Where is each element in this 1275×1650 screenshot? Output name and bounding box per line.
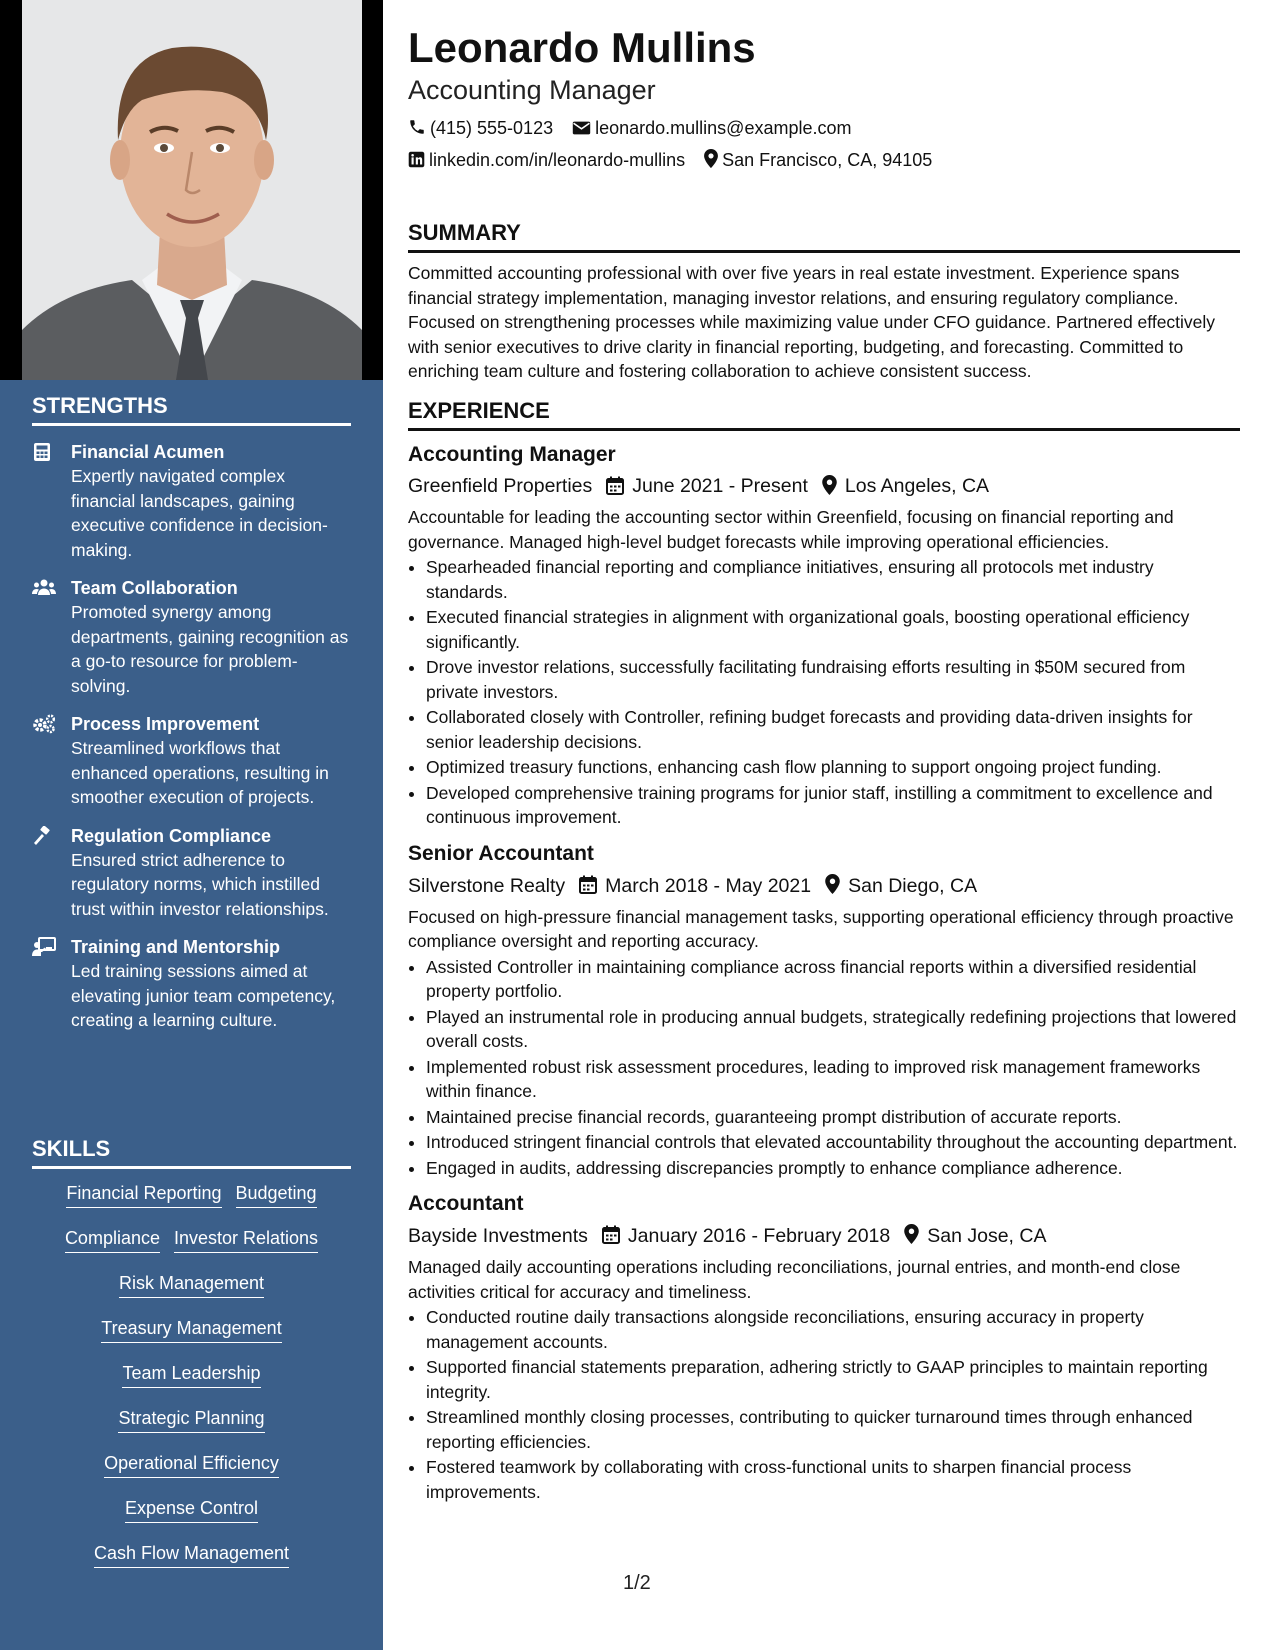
job-description: Accountable for leading the accounting sector within Greenfield, focusing on financial reporting and governance. Managed high-level budget forecasts while improving operational efficiencies. bbox=[408, 507, 1174, 552]
job-bullets bbox=[408, 1305, 1240, 1504]
skills-heading: SKILLS bbox=[32, 1136, 351, 1169]
location-text: San Francisco, CA, 94105 bbox=[722, 150, 933, 170]
job-location: San Jose, CA bbox=[927, 1225, 1047, 1248]
job-entry bbox=[408, 1190, 1240, 1504]
job-bullet: • Drove investor relations, successfully facilitating fundraising efforts resulting in $50M secured from private investors. bbox=[426, 655, 1240, 704]
skill-tag: Budgeting bbox=[236, 1181, 317, 1208]
job-bullet: • Executed financial strategies in alignment with organizational goals, boosting operational efficiency significantly. bbox=[426, 605, 1240, 654]
page-number: 1/2 bbox=[623, 1572, 651, 1594]
skills-row bbox=[32, 1181, 351, 1208]
phone-icon bbox=[408, 118, 426, 136]
job-company: Silverstone Realty bbox=[408, 874, 566, 897]
gears-icon bbox=[32, 714, 54, 734]
strength-item bbox=[32, 576, 351, 698]
map-pin-icon bbox=[904, 1224, 919, 1244]
job-bullet: • Collaborated closely with Controller, refining budget forecasts and providing data-driven insights for senior leadership decisions. bbox=[426, 705, 1240, 754]
experience-heading: EXPERIENCE bbox=[408, 398, 1240, 431]
skill-tag: Cash Flow Management bbox=[94, 1541, 289, 1568]
job-entry bbox=[408, 840, 1240, 1180]
skills-row bbox=[32, 1361, 351, 1388]
job-dates: March 2018 - May 2021 bbox=[605, 874, 812, 897]
photo-frame bbox=[0, 0, 383, 380]
skill-tag: Expense Control bbox=[125, 1496, 258, 1523]
calculator-icon bbox=[32, 442, 54, 462]
job-location: Los Angeles, CA bbox=[844, 475, 990, 498]
skills-section bbox=[32, 1136, 351, 1586]
skill-tag: Financial Reporting bbox=[66, 1181, 221, 1208]
job-description: Managed daily accounting operations including reconciliations, journal entries, and month-end close activities critical for accuracy and timeliness. bbox=[408, 1257, 1181, 1302]
chalkboard-teacher-icon bbox=[32, 937, 54, 957]
job-bullet: • Conducted routine daily transactions alongside reconciliations, ensuring accuracy in property management accounts. bbox=[426, 1305, 1240, 1354]
job-bullet: • Fostered teamwork by collaborating with cross-functional units to sharpen financial process improvements. bbox=[426, 1455, 1240, 1504]
skills-row bbox=[32, 1496, 351, 1523]
email-text[interactable]: leonardo.mullins@example.com bbox=[595, 118, 852, 138]
strength-desc: Promoted synergy among departments, gaining recognition as a go-to resource for problem-solving. bbox=[71, 602, 349, 696]
skills-row bbox=[32, 1316, 351, 1343]
skills-row bbox=[32, 1226, 351, 1253]
skills-row bbox=[32, 1406, 351, 1433]
map-pin-icon bbox=[822, 475, 837, 495]
strengths-heading: STRENGTHS bbox=[32, 393, 351, 426]
users-icon bbox=[32, 578, 54, 598]
strengths-list bbox=[32, 440, 351, 1033]
job-title: Accounting Manager bbox=[408, 442, 616, 466]
strength-item bbox=[32, 824, 351, 922]
job-bullet: • Implemented robust risk assessment procedures, leading to improved risk management frameworks within finance. bbox=[426, 1055, 1240, 1104]
contact-line-1 bbox=[408, 112, 1240, 144]
candidate-name: Leonardo Mullins bbox=[408, 24, 756, 71]
job-bullets bbox=[408, 555, 1240, 830]
skill-tag: Risk Management bbox=[119, 1271, 264, 1298]
experience-section bbox=[408, 398, 1240, 1505]
strength-desc: Led training sessions aimed at elevating junior team competency, creating a learning culture. bbox=[71, 961, 336, 1030]
skills-row bbox=[32, 1451, 351, 1478]
strength-title: Training and Mentorship bbox=[71, 937, 281, 957]
job-bullet: • Developed comprehensive training programs for junior staff, instilling a commitment to excellence and continuous improvement. bbox=[426, 781, 1240, 830]
job-dates: January 2016 - February 2018 bbox=[627, 1225, 891, 1248]
job-bullet: • Optimized treasury functions, enhancing cash flow planning to support ongoing project funding. bbox=[426, 755, 1240, 780]
job-dates: June 2021 - Present bbox=[632, 475, 808, 498]
skill-tag: Investor Relations bbox=[174, 1226, 318, 1253]
strength-title: Process Improvement bbox=[71, 714, 260, 734]
map-pin-icon bbox=[825, 874, 840, 894]
email[interactable] bbox=[572, 112, 851, 144]
linkedin[interactable] bbox=[408, 144, 685, 176]
job-bullet: • Assisted Controller in maintaining compliance across financial reports within a diversified residential property portfolio. bbox=[426, 955, 1240, 1004]
skill-tag: Treasury Management bbox=[101, 1316, 281, 1343]
job-bullet: • Supported financial statements preparation, adhering strictly to GAAP principles to maintain reporting integrity. bbox=[426, 1355, 1240, 1404]
calendar-icon bbox=[579, 875, 597, 894]
skill-tag: Team Leadership bbox=[122, 1361, 260, 1388]
strengths-section bbox=[32, 393, 351, 1033]
strength-desc: Ensured strict adherence to regulatory norms, which instilled trust within investor relationships. bbox=[71, 849, 329, 919]
linkedin-icon bbox=[408, 151, 425, 168]
job-bullet: • Introduced stringent financial controls that elevated accountability throughout the accounting department. bbox=[426, 1130, 1240, 1155]
jobs-list bbox=[408, 441, 1240, 1505]
strength-title: Regulation Compliance bbox=[71, 825, 272, 846]
strength-title: Team Collaboration bbox=[71, 578, 238, 598]
skills-row bbox=[32, 1271, 351, 1298]
main-content bbox=[408, 22, 1240, 1505]
strength-title: Financial Acumen bbox=[71, 442, 225, 462]
profile-photo bbox=[22, 0, 362, 380]
job-meta bbox=[408, 870, 1240, 901]
calendar-icon bbox=[606, 476, 624, 495]
phone-text: (415) 555-0123 bbox=[430, 118, 554, 138]
strength-desc: Streamlined workflows that enhanced operations, resulting in smoother execution of projects. bbox=[71, 738, 329, 807]
calendar-icon bbox=[602, 1225, 620, 1244]
job-entry bbox=[408, 441, 1240, 830]
sidebar bbox=[0, 0, 383, 1650]
job-meta bbox=[408, 471, 1240, 502]
summary-text: Committed accounting professional with over five years in real estate investment. Experience spans financial strategy implementation, managing investor relations, and ensuring regulatory compliance. Focused on strengthening processes while maximizing value under CFO guidance. Partnered effectively with senior executives to drive clarity in financial reporting, budgeting, and forecasting. Committed to enriching team culture and fostering collaboration to achieve consistent success. bbox=[408, 263, 1216, 381]
skill-tag: Compliance bbox=[65, 1226, 160, 1253]
gavel-icon bbox=[32, 826, 54, 846]
linkedin-text[interactable]: linkedin.com/in/leonardo-mullins bbox=[429, 150, 686, 170]
strength-desc: Expertly navigated complex financial landscapes, gaining executive confidence in decision-making. bbox=[71, 466, 328, 560]
strength-item bbox=[32, 440, 351, 562]
map-pin-icon bbox=[704, 149, 718, 168]
summary-section bbox=[408, 220, 1240, 384]
job-bullet: • Maintained precise financial records, guaranteeing prompt distribution of accurate reports. bbox=[426, 1105, 1240, 1130]
job-bullet: • Engaged in audits, addressing discrepancies promptly to enhance compliance adherence. bbox=[426, 1156, 1240, 1181]
envelope-icon bbox=[572, 120, 591, 136]
job-title: Accountant bbox=[408, 1192, 524, 1216]
skills-row bbox=[32, 1541, 351, 1568]
skill-tag: Strategic Planning bbox=[118, 1406, 264, 1433]
candidate-role: Accounting Manager bbox=[408, 75, 656, 105]
location bbox=[704, 144, 932, 176]
job-company: Greenfield Properties bbox=[408, 475, 593, 498]
job-company: Bayside Investments bbox=[408, 1225, 588, 1248]
phone bbox=[408, 112, 553, 144]
job-bullet: • Spearheaded financial reporting and compliance initiatives, ensuring all protocols met industry standards. bbox=[426, 555, 1240, 604]
job-title: Senior Accountant bbox=[408, 841, 594, 865]
job-bullet: • Played an instrumental role in producing annual budgets, strategically redefining projections that lowered overall costs. bbox=[426, 1005, 1240, 1054]
summary-heading: SUMMARY bbox=[408, 220, 1240, 253]
job-meta bbox=[408, 1220, 1240, 1251]
job-bullets bbox=[408, 955, 1240, 1181]
contact-line-2 bbox=[408, 144, 1240, 176]
job-description: Focused on high-pressure financial management tasks, supporting operational efficiency through proactive compliance oversight and reporting accuracy. bbox=[408, 906, 1234, 952]
job-location: San Diego, CA bbox=[848, 874, 978, 897]
skill-tag: Operational Efficiency bbox=[104, 1451, 279, 1478]
strength-item bbox=[32, 712, 351, 810]
strength-item bbox=[32, 935, 351, 1033]
skills-list bbox=[32, 1181, 351, 1568]
job-bullet: • Streamlined monthly closing processes, contributing to quicker turnaround times through enhanced reporting efficiencies. bbox=[426, 1405, 1240, 1454]
